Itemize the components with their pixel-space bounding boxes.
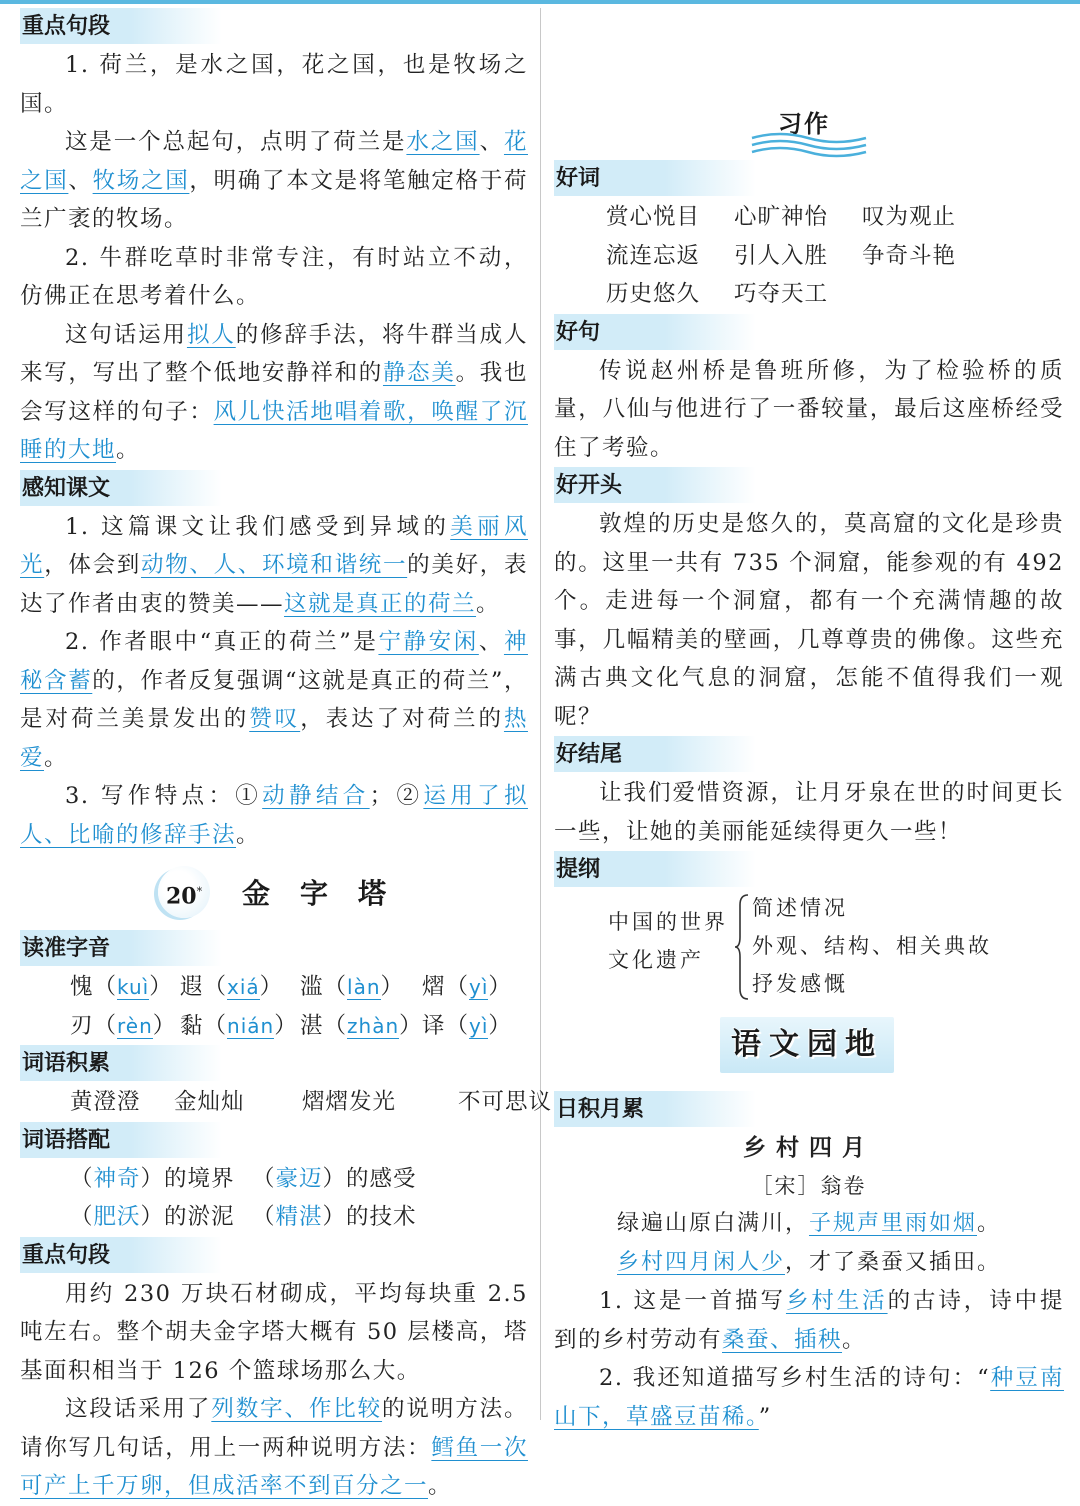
answer: 动静结合 <box>262 783 370 809</box>
answer: 乡村四月闲人少 <box>616 1249 785 1275</box>
collocation-row <box>20 1160 528 1199</box>
chapter-title: 金字塔 <box>242 877 417 910</box>
pinyin-answer: kuì <box>117 975 150 999</box>
good-words-list <box>554 198 1064 314</box>
top-rule <box>0 0 1080 4</box>
pinyin-answer: nián <box>227 1013 275 1038</box>
section-heading: 感知课文 <box>20 470 222 506</box>
good-word: 赏心悦目 <box>606 204 701 230</box>
pinyin-item: 愧（kuì） <box>70 974 173 1000</box>
answer: 风儿快活地唱着歌，唤醒了沉睡的大地 <box>20 398 528 463</box>
collocation-list <box>20 1160 528 1237</box>
pinyin-answer: yì <box>469 975 489 999</box>
good-sentence: 传说赵州桥是鲁班所修，为了检验桥的质量，八仙与他进行了一番较量，最后这座桥经受住了考验。 <box>554 357 1064 461</box>
pinyin-answer: yì <box>469 1013 489 1038</box>
vocab-word: 不可思议 <box>458 1089 553 1115</box>
answer: 美丽风光 <box>20 513 528 578</box>
poem-question-2: 2. 我还知道描写乡村生活的诗句：“种豆南山下，草盛豆苗稀。” <box>554 1365 1064 1430</box>
collocation-item: （神奇）的境界 <box>70 1165 235 1192</box>
answer: 乡村生活 <box>785 1288 888 1314</box>
pyramid-key-sentence: 用约 230 万块石材砌成，平均每块重 2.5 吨左右。整个胡夫金字塔大概有 50 层楼高，塔基面积相当于 126 个篮球场那么大。 <box>20 1280 528 1384</box>
collocation-item: （肥沃）的淤泥 <box>70 1204 235 1230</box>
section-heading: 重点句段 <box>20 1237 222 1273</box>
section-heading: 好开头 <box>554 467 756 503</box>
pinyin-item: 滥（làn） <box>300 974 405 1000</box>
collocation-answer: 神奇 <box>93 1165 141 1192</box>
yuwen-title: 语文园地 <box>731 1027 883 1062</box>
explanation-2: 这句话运用拟人的修辞手法，将牛群当成人来写，写出了整个低地安静祥和的静态美。我也会写这样的句子：风儿快活地唱着歌，唤醒了沉睡的大地。 <box>20 321 528 463</box>
pinyin-answer: xiá <box>227 975 260 999</box>
pinyin-answer: rèn <box>117 1013 153 1038</box>
answer: 桑蚕、插秧 <box>722 1326 843 1353</box>
perception-2: 2. 作者眼中“真正的荷兰”是宁静安闲、神秘含蓄的，作者反复强调“这就是真正的荷兰”，是对荷兰美景发出的赞叹，表达了对荷兰的热爱。 <box>20 629 528 771</box>
column-divider <box>540 8 541 1420</box>
section-heading: 读准字音 <box>20 930 222 966</box>
outline-branch: 简述情况 <box>752 896 848 920</box>
collocation-row <box>20 1198 528 1237</box>
good-word: 引人入胜 <box>734 242 829 269</box>
vocab-word: 熠熠发光 <box>302 1089 397 1115</box>
outline-root: 中国的世界 文化遗产 <box>608 910 728 972</box>
answer: 水之国 <box>406 129 480 155</box>
collocation-answer: 豪迈 <box>275 1165 323 1192</box>
good-word: 叹为观止 <box>862 204 957 230</box>
answer: 拟人 <box>186 321 236 348</box>
left-column <box>20 8 553 1506</box>
vocab-word: 黄澄澄 <box>70 1089 141 1115</box>
pinyin-item: 遐（xiá） <box>180 974 284 1000</box>
answer: 种豆南山下，草盛豆苗稀。 <box>554 1365 1064 1430</box>
good-words-row <box>554 275 1064 314</box>
pinyin-row <box>20 968 528 1007</box>
answer: 神秘含蓄 <box>20 629 528 694</box>
collocation-answer: 精湛 <box>275 1204 323 1230</box>
poem-author: ［宋］翁卷 <box>751 1174 867 1198</box>
poem-line: 乡村四月闲人少，才了桑蚕又插田。 <box>616 1249 1002 1275</box>
section-heading: 日积月累 <box>554 1091 756 1127</box>
pinyin-item: 湛（zhàn） <box>300 1012 423 1039</box>
answer: 静态美 <box>382 360 456 386</box>
perception-1: 1. 这篇课文让我们感受到异域的美丽风光，体会到动物、人、环境和谐统一的美好，表达了作者由衷的赞美——这就是真正的荷兰。 <box>20 513 528 617</box>
section-heading: 好词 <box>554 160 756 196</box>
answer: 牧场之国 <box>92 167 190 194</box>
section-heading: 词语积累 <box>20 1045 222 1081</box>
writing-banner <box>554 100 1064 158</box>
good-ending: 让我们爱惜资源，让月牙泉在世的时间更长一些，让她的美丽能延续得更久一些！ <box>554 780 1064 845</box>
vocab-word: 金灿灿 <box>174 1089 245 1115</box>
right-column <box>554 94 1064 1436</box>
good-word: 争奇斗艳 <box>862 242 957 269</box>
section-heading: 词语搭配 <box>20 1122 222 1158</box>
collocation-answer: 肥沃 <box>93 1204 141 1230</box>
section-heading: 重点句段 <box>20 8 222 44</box>
key-sentence-1: 1. 荷兰，是水之国，花之国，也是牧场之国。 <box>20 52 528 117</box>
yuwen-garden-banner <box>554 1007 1064 1085</box>
good-word: 流连忘返 <box>606 242 701 269</box>
pinyin-row <box>20 1007 528 1046</box>
answer: 赞叹 <box>249 706 301 732</box>
outline-diagram <box>554 889 1064 1003</box>
key-sentence-2: 2. 牛群吃草时非常专注，有时站立不动，仿佛正在思考着什么。 <box>20 244 528 309</box>
pinyin-list <box>20 968 528 1045</box>
pyramid-explanation: 这段话采用了列数字、作比较的说明方法。请你写几句话，用上一两种说明方法：鳕鱼一次可产上千万卵，但成活率不到百分之一。 <box>20 1396 528 1499</box>
poem-line: 绿遍山原白满川，子规声里雨如烟。 <box>616 1211 1002 1236</box>
answer: 动物、人、环境和谐统一 <box>141 552 408 578</box>
section-heading: 好句 <box>554 314 756 350</box>
pinyin-item: 译（yì） <box>422 1012 512 1039</box>
good-word: 历史悠久 <box>606 281 701 307</box>
pinyin-item: 刃（rèn） <box>70 1012 177 1039</box>
vocab-row <box>20 1083 553 1122</box>
banner-title: 习作 <box>778 110 830 138</box>
outline-branches <box>752 889 992 1003</box>
outline-branch: 抒发感慨 <box>752 972 848 996</box>
answer: 这就是真正的荷兰 <box>284 590 477 617</box>
section-heading: 好结尾 <box>554 736 756 772</box>
good-words-row <box>554 198 1064 237</box>
section-heading: 提纲 <box>554 851 756 887</box>
waves-icon <box>750 132 868 158</box>
answer: 子规声里雨如烟 <box>808 1211 977 1236</box>
answer: 列数字、作比较 <box>211 1396 383 1422</box>
good-opening: 敦煌的历史是悠久的，莫高窟的文化是珍贵的。这里一共有 735 个洞窟，能参观的有 492 个。走进每一个洞窟，都有一个充满情趣的故事，几幅精美的壁画，几尊尊贵的佛像。这些充满古典文化气息的洞窟，怎能不值得我们一观呢？ <box>554 511 1064 730</box>
answer: 宁静安闲 <box>378 629 479 655</box>
poem-question-1: 1. 这是一首描写乡村生活的古诗，诗中提到的乡村劳动有桑蚕、插秧。 <box>554 1288 1064 1353</box>
pinyin-answer: zhàn <box>347 1013 400 1038</box>
explanation-1: 这是一个总起句，点明了荷兰是水之国、花之国、牧场之国，明确了本文是将笔触定格于荷兰广袤的牧场。 <box>20 129 528 232</box>
pinyin-item: 熠（yì） <box>422 974 512 1000</box>
collocation-item: （豪迈）的感受 <box>252 1165 417 1192</box>
brace-icon <box>734 891 750 1003</box>
answer: 鳕鱼一次可产上千万卵，但成活率不到百分之一 <box>20 1434 528 1499</box>
outline-branch: 外观、结构、相关典故 <box>752 934 992 958</box>
good-word: 巧夺天工 <box>734 281 829 307</box>
pinyin-item: 黏（nián） <box>180 1012 298 1039</box>
answer: 花之国 <box>20 129 528 194</box>
chapter-header <box>20 858 528 924</box>
pinyin-answer: làn <box>347 975 381 999</box>
answer: 热爱 <box>20 706 528 771</box>
poem-title: 乡村四月 <box>743 1134 875 1161</box>
perception-3: 3. 写作特点：①动静结合；②运用了拟人、比喻的修辞手法。 <box>20 783 528 848</box>
chapter-number-badge: 20* <box>158 866 210 918</box>
answer: 运用了拟人、比喻的修辞手法 <box>20 783 528 848</box>
good-word: 心旷神怡 <box>734 204 829 230</box>
collocation-item: （精湛）的技术 <box>252 1204 417 1230</box>
good-words-row <box>554 237 1064 276</box>
